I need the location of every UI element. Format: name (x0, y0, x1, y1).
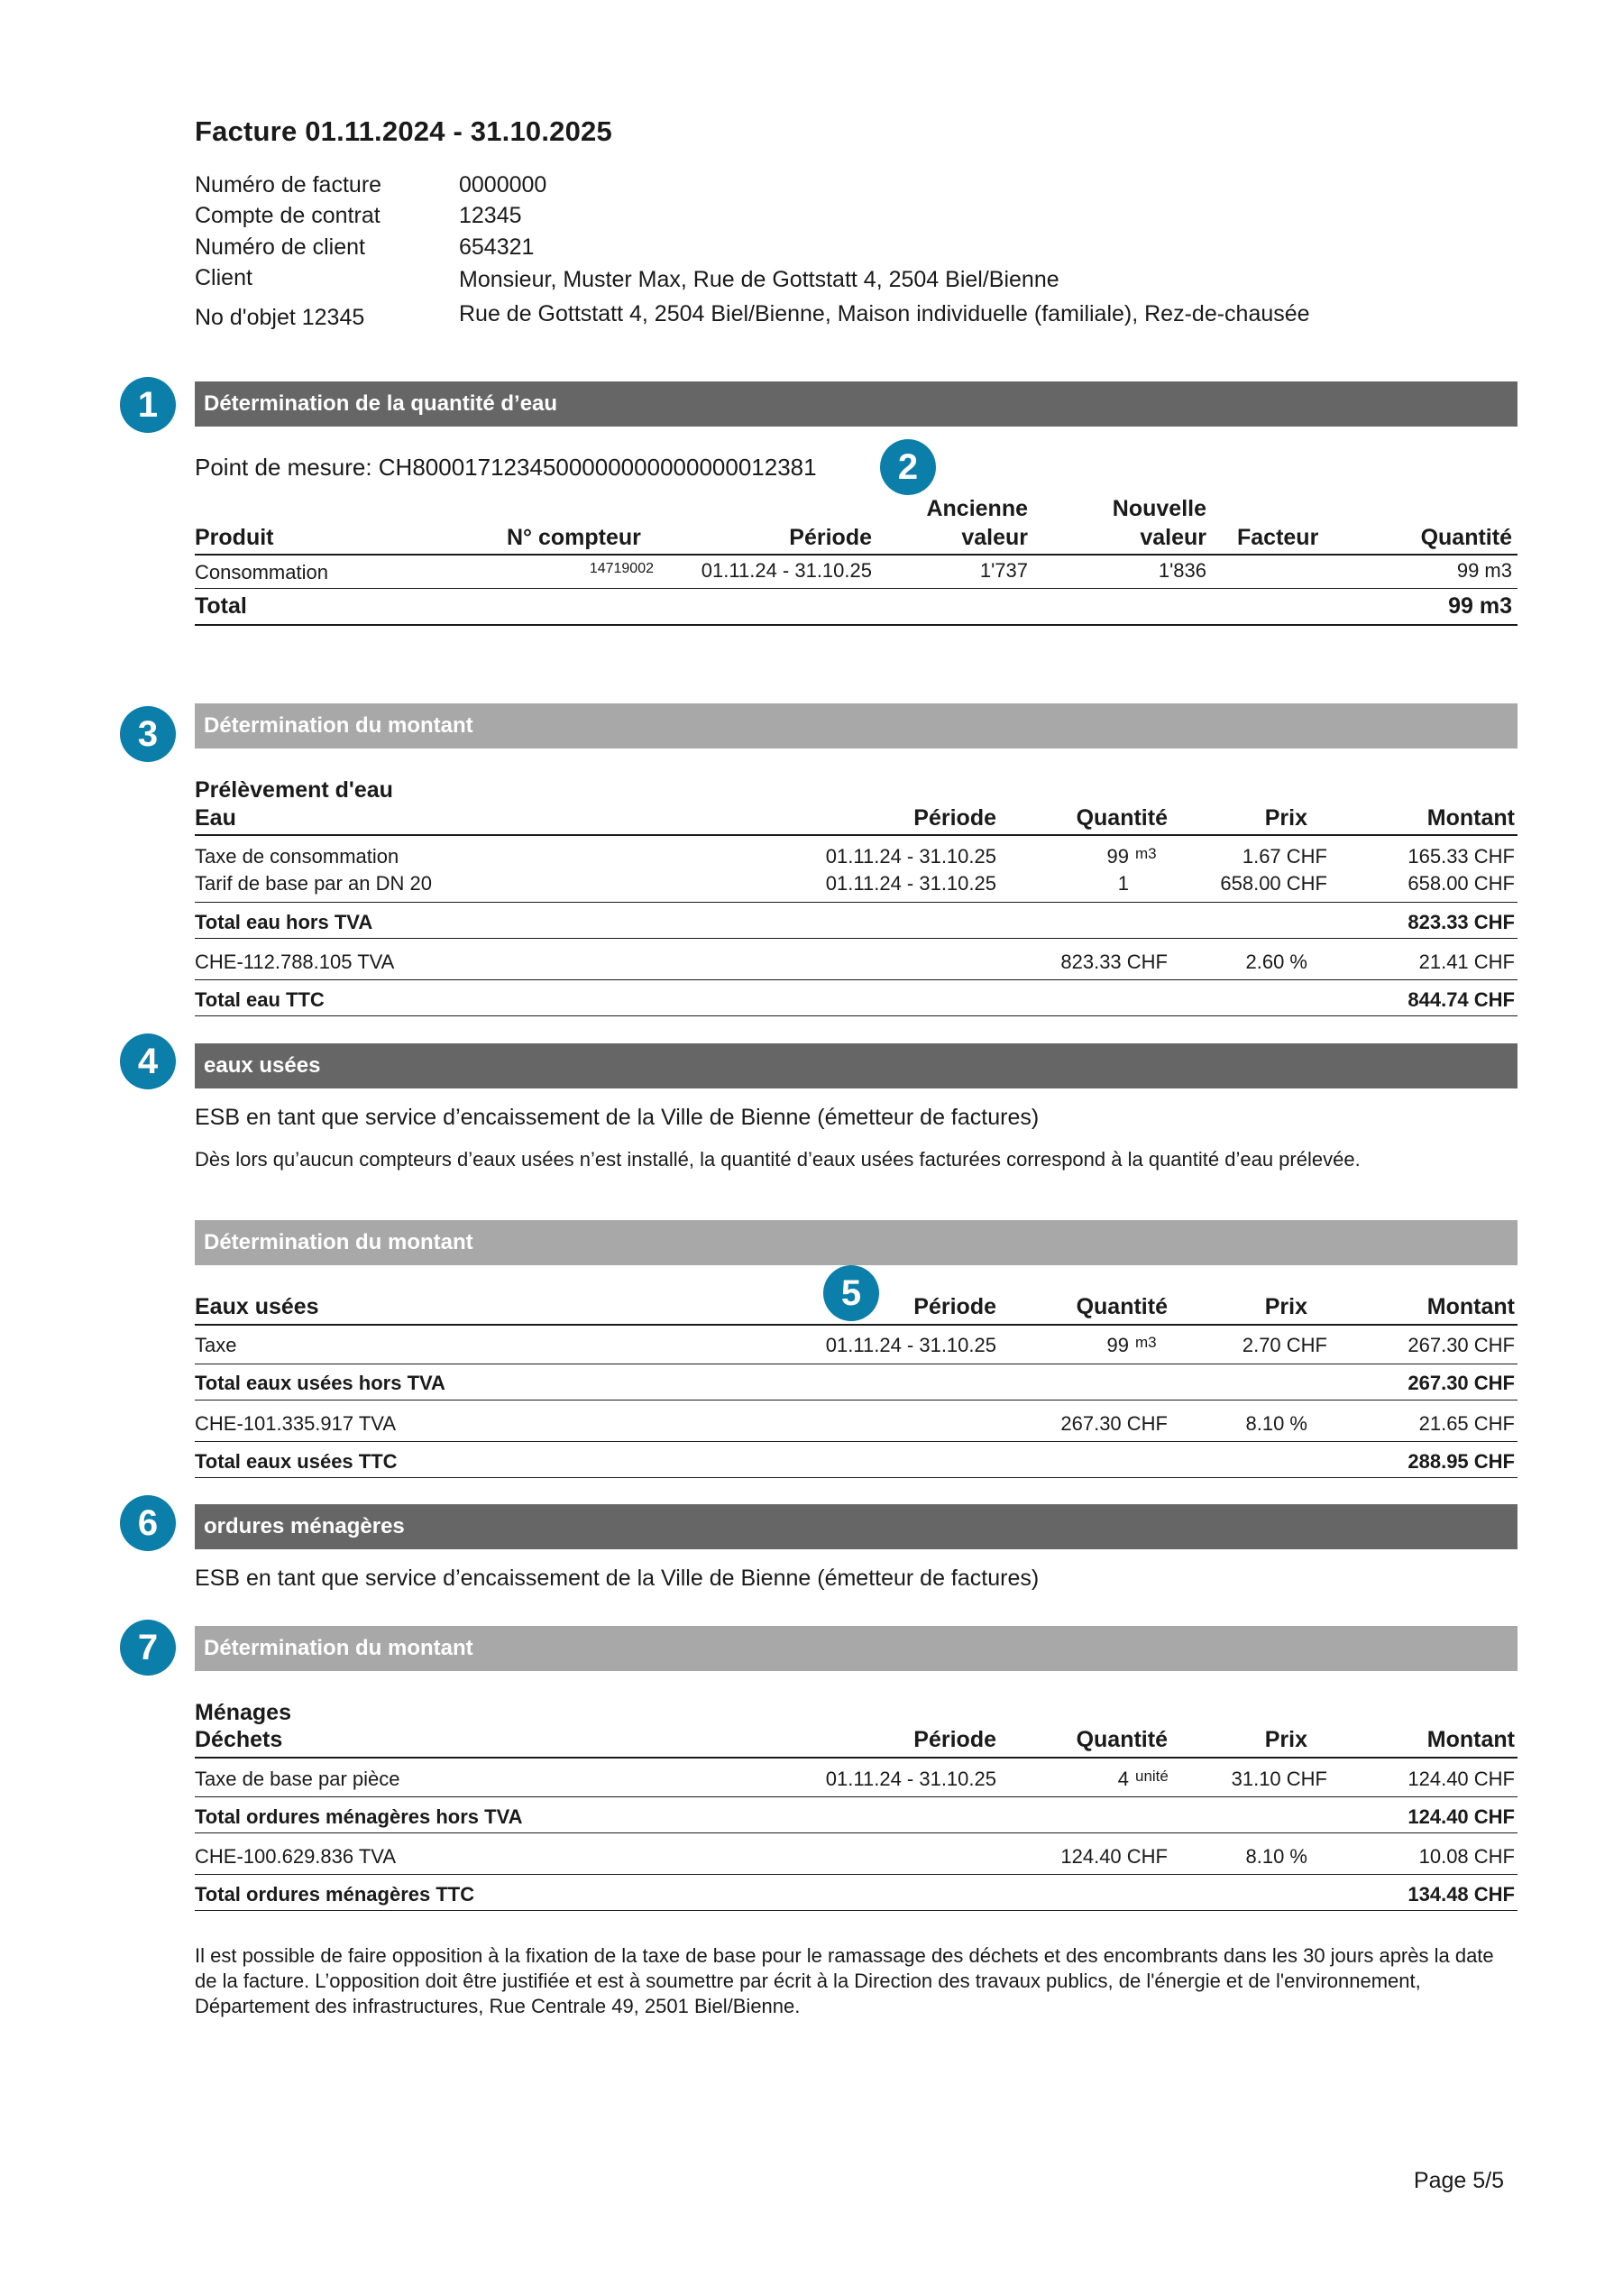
col-header-compteur: N° compteur (507, 525, 641, 550)
row-periode: 01.11.24 - 31.10.25 (825, 845, 996, 868)
divider (195, 1874, 1518, 1875)
col-header-name: Eaux usées (195, 1294, 319, 1319)
col-header-nouvelle-2: valeur (1140, 525, 1206, 550)
row-nouvelle: 1'836 (1158, 559, 1206, 582)
vat-base: 267.30 CHF (1060, 1412, 1168, 1435)
col-header-quantite: Quantité (1076, 1727, 1168, 1752)
section-heading-water-amount: Détermination du montant (195, 703, 1518, 748)
divider (195, 1832, 1518, 1833)
vat-rate: 2.60 % (1245, 951, 1307, 973)
vat-label: CHE-112.788.105 TVA (195, 951, 395, 973)
marker-2: 2 (880, 439, 936, 495)
row-qty: 1 (1117, 872, 1129, 895)
vat-base: 124.40 CHF (1060, 1845, 1168, 1868)
measure-point: Point de mesure: CH8000171234500000000000000012381 (195, 454, 817, 481)
row-prix: 1.67 CHF (1242, 845, 1327, 868)
total-ht-value: 267.30 CHF (1408, 1372, 1515, 1394)
row-unit: unité (1135, 1768, 1169, 1785)
info-label-contract: Compte de contrat (195, 203, 381, 228)
row-montant: 658.00 CHF (1408, 872, 1515, 895)
total-ht-value: 124.40 CHF (1408, 1805, 1515, 1828)
row-qty: 4 (1117, 1768, 1129, 1790)
section-heading-wastewater: eaux usées (195, 1043, 1518, 1088)
col-header-ancienne-2: valeur (961, 525, 1028, 550)
col-header-periode: Période (789, 525, 872, 550)
row-compteur: 14719002 (589, 561, 654, 576)
info-value-client: Monsieur, Muster Max, Rue de Gottstatt 4, 2504 Biel/Bienne (459, 267, 1059, 292)
divider (195, 1400, 1518, 1401)
col-header-montant: Montant (1426, 805, 1515, 831)
divider (195, 1477, 1518, 1478)
col-header-name: Déchets (195, 1727, 283, 1752)
wastewater-note: Dès lors qu’aucun compteurs d’eaux usées n’est installé, la quantité d’eaux usées facturées correspond à la quantité d’eau prélevée. (195, 1148, 1361, 1171)
col-header-prix: Prix (1264, 805, 1307, 831)
divider (195, 902, 1518, 903)
col-header-quantite: Quantité (1076, 805, 1168, 831)
group-label-waste: Ménages (195, 1700, 291, 1725)
group-label-water: Prélèvement d'eau (195, 777, 393, 803)
info-value-invoice-number: 0000000 (459, 172, 547, 197)
total-ht-label: Total eaux usées hors TVA (195, 1372, 445, 1394)
col-header-produit: Produit (195, 525, 274, 550)
col-header-name: Eau (195, 805, 236, 831)
section-heading-water-quantity: Détermination de la quantité d’eau (195, 381, 1518, 427)
info-value-client-number: 654321 (459, 234, 535, 260)
marker-6: 6 (120, 1495, 176, 1551)
row-periode: 01.11.24 - 31.10.25 (825, 1334, 996, 1356)
divider (195, 554, 1518, 556)
row-name: Tarif de base par an DN 20 (195, 872, 432, 895)
col-header-periode: Période (913, 1294, 996, 1319)
row-qty: 99 (1106, 1334, 1129, 1356)
col-header-prix: Prix (1264, 1294, 1307, 1319)
info-label-invoice-number: Numéro de facture (195, 172, 382, 197)
vat-amount: 21.41 CHF (1418, 951, 1515, 973)
info-value-contract: 12345 (459, 203, 522, 228)
vat-label: CHE-100.629.836 TVA (195, 1845, 396, 1868)
invoice-title: Facture 01.11.2024 - 31.10.2025 (195, 115, 612, 147)
total-ht-label: Total ordures ménagères hors TVA (195, 1805, 523, 1828)
row-name: Taxe de base par pièce (195, 1768, 400, 1790)
vat-amount: 21.65 CHF (1418, 1412, 1515, 1435)
row-unit: m3 (1135, 1334, 1157, 1351)
row-quantite: 99 m3 (1456, 559, 1512, 582)
marker-3: 3 (120, 706, 176, 762)
row-name: Taxe de consommation (195, 845, 399, 868)
row-name: Taxe (195, 1334, 237, 1356)
col-header-quantite: Quantité (1076, 1294, 1168, 1319)
row-periode: 01.11.24 - 31.10.25 (701, 559, 872, 582)
row-ancienne: 1'737 (979, 559, 1028, 582)
total-label: Total (195, 593, 247, 619)
page-number: Page 5/5 (1413, 2168, 1504, 2193)
total-ttc-label: Total eaux usées TTC (195, 1450, 398, 1473)
section-heading-wastewater-amount: Détermination du montant (195, 1220, 1518, 1265)
col-header-montant: Montant (1426, 1727, 1515, 1752)
marker-7: 7 (120, 1620, 176, 1676)
row-montant: 124.40 CHF (1408, 1768, 1515, 1790)
total-value: 99 m3 (1448, 593, 1512, 619)
vat-rate: 8.10 % (1245, 1412, 1307, 1435)
divider (195, 938, 1518, 939)
total-ttc-label: Total eau TTC (195, 988, 325, 1011)
col-header-quantite: Quantité (1420, 525, 1512, 550)
divider (195, 624, 1518, 626)
marker-4: 4 (120, 1033, 176, 1089)
total-ht-label: Total eau hors TVA (195, 911, 373, 933)
total-ttc-value: 844.74 CHF (1408, 988, 1515, 1011)
info-label-client: Client (195, 265, 252, 290)
total-ttc-label: Total ordures ménagères TTC (195, 1883, 475, 1906)
legal-note: Il est possible de faire opposition à la fixation de la taxe de base pour le ramassage des déchets et des encombrants dans les 30 jours après la date de la facture. L’opposition doit être justifiée et est à soumettre par écrit à la Direction des travaux publics, de l'énergie et de l'environnement, Département des infrastructures, Rue Centrale 49, 2501 Biel/Bienne. (195, 1944, 1494, 2017)
row-unit: m3 (1135, 845, 1157, 862)
row-prix: 2.70 CHF (1242, 1334, 1327, 1356)
divider (195, 1324, 1518, 1326)
col-header-prix: Prix (1264, 1727, 1307, 1752)
col-header-facteur: Facteur (1237, 525, 1319, 550)
divider (195, 1910, 1518, 1911)
col-header-periode: Période (913, 1727, 996, 1752)
marker-1: 1 (120, 377, 176, 433)
marker-5: 5 (823, 1265, 879, 1321)
row-prix: 31.10 CHF (1231, 1768, 1327, 1790)
section-heading-waste-amount: Détermination du montant (195, 1626, 1518, 1671)
total-ttc-value: 134.48 CHF (1408, 1883, 1515, 1906)
vat-rate: 8.10 % (1245, 1845, 1307, 1868)
info-label-client-number: Numéro de client (195, 234, 365, 260)
row-montant: 165.33 CHF (1408, 845, 1515, 868)
vat-amount: 10.08 CHF (1418, 1845, 1515, 1868)
row-prix: 658.00 CHF (1220, 872, 1327, 895)
row-montant: 267.30 CHF (1408, 1334, 1515, 1356)
waste-service-text: ESB en tant que service d’encaissement de la Ville de Bienne (émetteur de factures) (195, 1566, 1040, 1591)
divider (195, 1796, 1518, 1797)
vat-base: 823.33 CHF (1060, 951, 1168, 973)
col-header-periode: Période (913, 805, 996, 831)
divider (195, 834, 1518, 836)
col-header-nouvelle-1: Nouvelle (1112, 496, 1206, 521)
vat-label: CHE-101.335.917 TVA (195, 1412, 396, 1435)
divider (195, 979, 1518, 980)
section-heading-waste: ordures ménagères (195, 1504, 1518, 1549)
divider (195, 1441, 1518, 1442)
row-periode: 01.11.24 - 31.10.25 (825, 1768, 996, 1790)
row-qty: 99 (1106, 845, 1129, 868)
info-label-object: No d'objet 12345 (195, 305, 365, 330)
divider (195, 1757, 1518, 1759)
divider (195, 588, 1518, 589)
total-ht-value: 823.33 CHF (1408, 911, 1515, 933)
row-produit: Consommation (195, 561, 328, 583)
wastewater-service-text: ESB en tant que service d’encaissement de la Ville de Bienne (émetteur de factures) (195, 1105, 1040, 1130)
info-value-object: Rue de Gottstatt 4, 2504 Biel/Bienne, Maison individuelle (familiale), Rez-de-chausée (459, 301, 1310, 326)
col-header-ancienne-1: Ancienne (926, 496, 1028, 521)
col-header-montant: Montant (1426, 1294, 1515, 1319)
row-periode: 01.11.24 - 31.10.25 (825, 872, 996, 895)
total-ttc-value: 288.95 CHF (1408, 1450, 1515, 1473)
divider (195, 1015, 1518, 1016)
